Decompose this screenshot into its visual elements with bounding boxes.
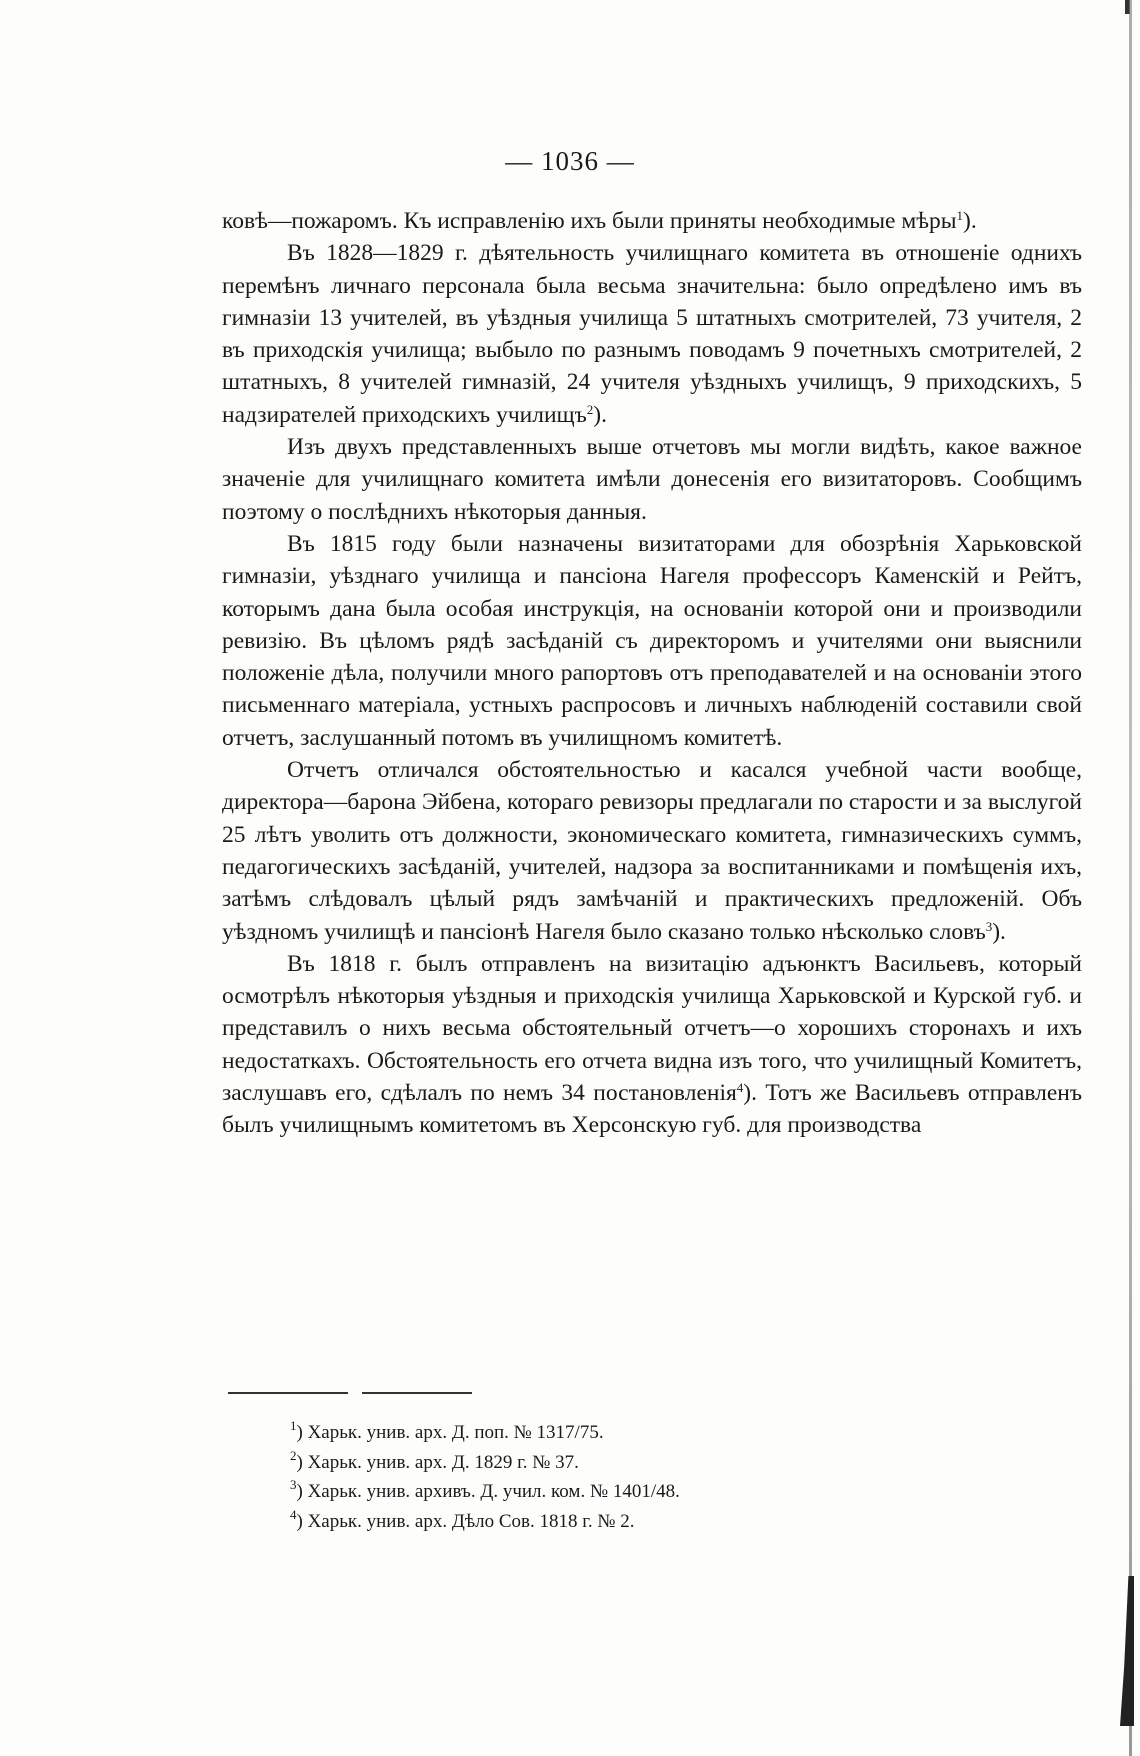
- footnote-mark: 4: [290, 1506, 297, 1522]
- main-text: [222, 205, 1082, 1142]
- paragraph-text: Въ 1815 году были назначены визитаторами для обозрѣнія Харьковской гимназіи, уѣзднаго училища и пансіона Нагеля профессоръ Каменскій и Рейтъ, которымъ дана была особая инструкція, на основаніи которой они и производили ревизію. Въ цѣломъ рядѣ засѣданій съ директоромъ и учителями они выяснили положеніе дѣла, получили много рапортовъ отъ преподавателей и на основаніи этого письменнаго матеріала, устныхъ распросовъ и личныхъ наблюденій составили свой отчетъ, заслушанный потомъ въ училищномъ комитетѣ.: [222, 530, 1082, 751]
- paragraph-5: [222, 754, 1082, 948]
- footnote-text: ) Харьк. унив. арх. Дѣло Сов. 1818 г. № 2.: [296, 1510, 635, 1532]
- paragraph-text-tail: ). Тотъ же Васильевъ отправленъ былъ училищнымъ комитетомъ въ Херсонскую губ. для производства: [222, 1080, 1082, 1139]
- paragraph-text: Изъ двухъ представленныхъ выше отчетовъ мы могли видѣть, какое важное значеніе для училищнаго комитета имѣли донесенія его визитаторовъ. Сообщимъ поэтому о послѣднихъ нѣкоторыя данныя.: [222, 434, 1082, 525]
- scan-artifact-corner: [1120, 1576, 1134, 1726]
- footnote-ref-1: 1: [956, 208, 964, 223]
- paragraph-4: [222, 528, 1082, 754]
- footnote-ref-4: 4: [736, 1080, 744, 1096]
- paragraph-1: [222, 205, 1082, 237]
- paragraph-text: Отчетъ отличался обстоятельностью и касался учебной части вообще, директора—барона Эйбена, котораго ревизоры предлагали по старости и за выслугой 25 лѣтъ уволить отъ должности, экономическаго комитета, гимназическихъ суммъ, педагогическихъ засѣданій, учителей, надзора за воспитанниками и помѣщенія ихъ, затѣмъ слѣдовалъ цѣлый рядъ замѣчаній и практическихъ предложеній. Объ уѣздномъ училищѣ и пансіонѣ Нагеля было сказано только нѣсколько словъ: [222, 757, 1082, 945]
- footnote-2: [290, 1448, 990, 1478]
- footnote-text: ) Харьк. унив. арх. Д. поп. № 1317/75.: [296, 1422, 604, 1443]
- paragraph-text-tail: ).: [593, 401, 607, 428]
- footnote-ref-3: 3: [985, 918, 993, 934]
- footnote-4: [290, 1507, 990, 1537]
- paragraph-text: ковѣ—пожаромъ. Къ исправленію ихъ были приняты необходимые мѣры: [222, 208, 957, 234]
- footnote-text: ) Харьк. унив. архивъ. Д. учил. ком. № 1401/48.: [296, 1481, 680, 1502]
- footnote-divider: [362, 1392, 472, 1394]
- page-number: — 1036 —: [505, 146, 635, 176]
- paragraph-6: [222, 948, 1082, 1142]
- footnote-1: [290, 1418, 990, 1448]
- paragraph-text-tail: ).: [992, 918, 1006, 945]
- scan-artifact-edge: [1129, 0, 1132, 1756]
- paragraph-2: [222, 237, 1082, 431]
- footnote-divider: [228, 1392, 348, 1394]
- paragraph-text: Въ 1818 г. былъ отправленъ на визитацію адъюнктъ Васильевъ, который осмотрѣлъ нѣкоторыя уѣздныя и приходскія училища Харьковской и Курской губ. и представилъ о нихъ весьма обстоятельный отчетъ—о хорошихъ сторонахъ и ихъ недостаткахъ. Обстоятельность его отчета видна изъ того, что училищный Комитетъ, заслушавъ его, сдѣлалъ по немъ 34 постановленія: [222, 950, 1082, 1107]
- footnotes: [290, 1418, 990, 1536]
- footnote-mark: 1: [290, 1418, 297, 1433]
- footnote-text: ) Харьк. унив. арх. Д. 1829 г. № 37.: [296, 1451, 579, 1473]
- paragraph-text-tail: ).: [963, 208, 977, 234]
- footnote-3: [290, 1477, 990, 1507]
- footnote-mark: 3: [290, 1477, 297, 1492]
- footnote-ref-2: 2: [586, 401, 594, 417]
- paragraph-3: [222, 431, 1082, 528]
- paragraph-text: Въ 1828—1829 г. дѣятельность училищнаго комитета въ отношеніе однихъ перемѣнъ личнаго персонала была весьма значительна: было опредѣлено имъ въ гимназіи 13 учителей, въ уѣздныя училища 5 штатныхъ смотрителей, 73 учителя, 2 въ приходскія училища; выбыло по разнымъ поводамъ 9 почетныхъ смотрителей, 2 штатныхъ, 8 учителей гимназій, 24 учителя уѣздныхъ училищъ, 9 приходскихъ, 5 надзирателей приходскихъ училищъ: [222, 240, 1082, 428]
- footnote-mark: 2: [290, 1447, 297, 1463]
